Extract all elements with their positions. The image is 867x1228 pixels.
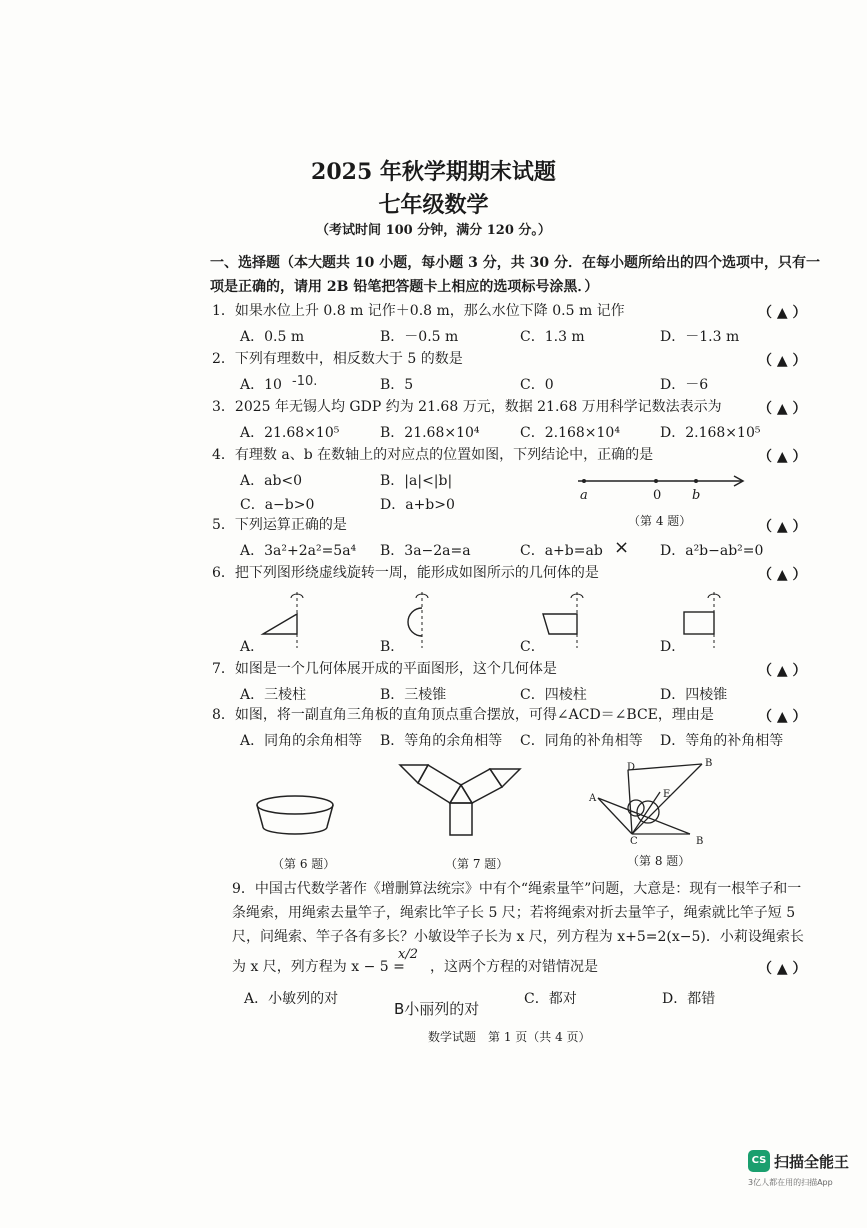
q2-option-d: D．－6 [660, 377, 709, 393]
camscanner-tagline: 3亿人都在用的扫描App [748, 1178, 833, 1187]
q5-option-c: C．a+b=ab [520, 543, 603, 559]
q6-stem: 6．把下列图形绕虚线旋转一周，能形成如图所示的几何体的是 [212, 565, 599, 581]
exam-note: （考试时间 100 分钟，满分 120 分。） [316, 223, 551, 238]
q3-answer-slot: （ ▲ ） [758, 401, 807, 417]
q4-option-b: B．|a|<|b| [380, 473, 453, 489]
q9-option-a: A．小敏列的对 [244, 991, 339, 1007]
fig8-label-b-top: B [705, 758, 713, 769]
q5-option-b: B．3a−2a=a [380, 543, 471, 559]
q2-option-b: B．5 [380, 377, 414, 393]
fig8-label-d: D [627, 762, 636, 773]
q6-shape-d-rectangle [680, 590, 740, 650]
fig8-set-squares [590, 760, 715, 845]
q3-option-a: A．21.68×10⁵ [240, 425, 340, 441]
q9-stem-line4-end: ，这两个方程的对错情况是 [430, 959, 598, 975]
fig8-label-c: C [630, 836, 638, 847]
q4-stem: 4．有理数 a、b 在数轴上的对应点的位置如图，下列结论中，正确的是 [212, 447, 654, 463]
q2-option-a: A．10 [240, 377, 282, 393]
q7-stem: 7．如图是一个几何体展开成的平面图形，这个几何体是 [212, 661, 557, 677]
q5-stem: 5．下列运算正确的是 [212, 517, 347, 533]
q8-option-b: B．等角的余角相等 [380, 733, 503, 749]
q9-option-b: B小丽列的对 [394, 1000, 480, 1018]
numberline-label-b: b [692, 488, 701, 503]
q1-answer-slot: （ ▲ ） [758, 305, 807, 321]
fig8-label-b: B [696, 836, 704, 847]
q9-answer-slot: （ ▲ ） [758, 961, 807, 977]
q1-stem: 1．如果水位上升 0.8 m 记作＋0.8 m，那么水位下降 0.5 m 记作 [212, 303, 625, 319]
fig7-prism-net [398, 755, 523, 845]
camscanner-logo-icon: CS [748, 1150, 770, 1172]
q1-option-a: A．0.5 m [240, 329, 305, 345]
fig6-frustum [255, 795, 345, 840]
q7-option-c: C．四棱柱 [520, 687, 587, 703]
q5-option-d: D．a²b−ab²=0 [660, 543, 764, 559]
q2-option-c: C．0 [520, 377, 554, 393]
q6-shape-a-triangle [255, 590, 315, 650]
q5-handwritten-cross: × [614, 537, 630, 558]
q1-option-b: B．－0.5 m [380, 329, 459, 345]
q1-option-c: C．1.3 m [520, 329, 585, 345]
q6-option-b: B． [380, 639, 405, 655]
page-footer: 数学试题 第 1 页（共 4 页） [428, 1030, 591, 1044]
q5-option-a: A．3a²+2a²=5a⁴ [240, 543, 357, 559]
fig8-label-a: A [589, 793, 597, 804]
q2-handwritten-note: -10. [292, 374, 318, 389]
q2-stem: 2．下列有理数中，相反数大于 5 的数是 [212, 351, 463, 367]
q6-option-c: C． [520, 639, 545, 655]
q6-shape-c-trapezoid [535, 590, 605, 650]
q6-shape-b-semicircle [398, 590, 458, 650]
q4-option-a: A．ab<0 [240, 473, 303, 489]
q8-stem: 8．如图，将一副直角三角板的直角顶点重合摆放，可得∠ACD＝∠BCE，理由是 [212, 707, 714, 723]
numberline-label-a: a [580, 488, 588, 503]
section-heading-line2: 项是正确的，请用 2B 铅笔把答题卡上相应的选项标号涂黑．） [210, 279, 599, 295]
q7-answer-slot: （ ▲ ） [758, 663, 807, 679]
q3-option-d: D．2.168×10⁵ [660, 425, 761, 441]
q5-answer-slot: （ ▲ ） [758, 519, 807, 535]
q9-option-c: C．都对 [524, 991, 577, 1007]
numberline-label-0: 0 [653, 488, 662, 503]
q7-option-a: A．三棱柱 [240, 687, 307, 703]
q6-option-d: D． [660, 639, 686, 655]
q9-stem-line2: 条绳索，用绳索去量竿子，绳索比竿子长 5 尺；若将绳索对折去量竿子，绳索就比竿子短 5 [232, 905, 796, 921]
q7-option-b: B．三棱锥 [380, 687, 447, 703]
q2-answer-slot: （ ▲ ） [758, 353, 807, 369]
fig8-caption: （第 8 题） [627, 854, 691, 868]
q1-option-d: D．－1.3 m [660, 329, 740, 345]
q9-stem-line4: 为 x 尺，列方程为 x − 5 = [232, 959, 405, 975]
fig7-caption: （第 7 题） [445, 857, 509, 871]
q3-option-c: C．2.168×10⁴ [520, 425, 620, 441]
q8-option-c: C．同角的补角相等 [520, 733, 643, 749]
fig4-caption: （第 4 题） [628, 514, 692, 528]
q3-stem: 3．2025 年无锡人均 GDP 约为 21.68 万元，数据 21.68 万用科学记数法表示为 [212, 399, 722, 415]
q9-stem-line1: 9．中国古代数学著作《增删算法统宗》中有个“绳索量竿”问题，大意是：现有一根竿子和一 [232, 881, 802, 897]
q6-answer-slot: （ ▲ ） [758, 567, 807, 583]
fig6-caption: （第 6 题） [272, 857, 336, 871]
q9-fraction: x/2 [398, 947, 418, 962]
camscanner-name: 扫描全能王 [774, 1153, 850, 1171]
q4-option-d: D．a+b>0 [380, 497, 455, 513]
exam-subtitle: 七年级数学 [378, 192, 489, 218]
q9-stem-line3: 尺，问绳索、竿子各有多长？小敏设竿子长为 x 尺，列方程为 x+5=2(x−5)．小莉设绳索长 [232, 929, 804, 945]
exam-title: 2025 年秋学期期末试题 [311, 159, 556, 185]
q8-option-d: D．等角的补角相等 [660, 733, 784, 749]
q4-answer-slot: （ ▲ ） [758, 449, 807, 465]
section-heading-line1: 一、选择题（本大题共 10 小题，每小题 3 分，共 30 分．在每小题所给出的四个选项中，只有一 [210, 255, 820, 271]
q9-option-d: D．都错 [662, 991, 716, 1007]
q6-option-a: A． [240, 639, 265, 655]
fig8-label-e: E [663, 789, 671, 800]
q8-answer-slot: （ ▲ ） [758, 709, 807, 725]
q3-option-b: B．21.68×10⁴ [380, 425, 480, 441]
q8-option-a: A．同角的余角相等 [240, 733, 363, 749]
q4-option-c: C．a−b>0 [240, 497, 315, 513]
q7-option-d: D．四棱锥 [660, 687, 728, 703]
